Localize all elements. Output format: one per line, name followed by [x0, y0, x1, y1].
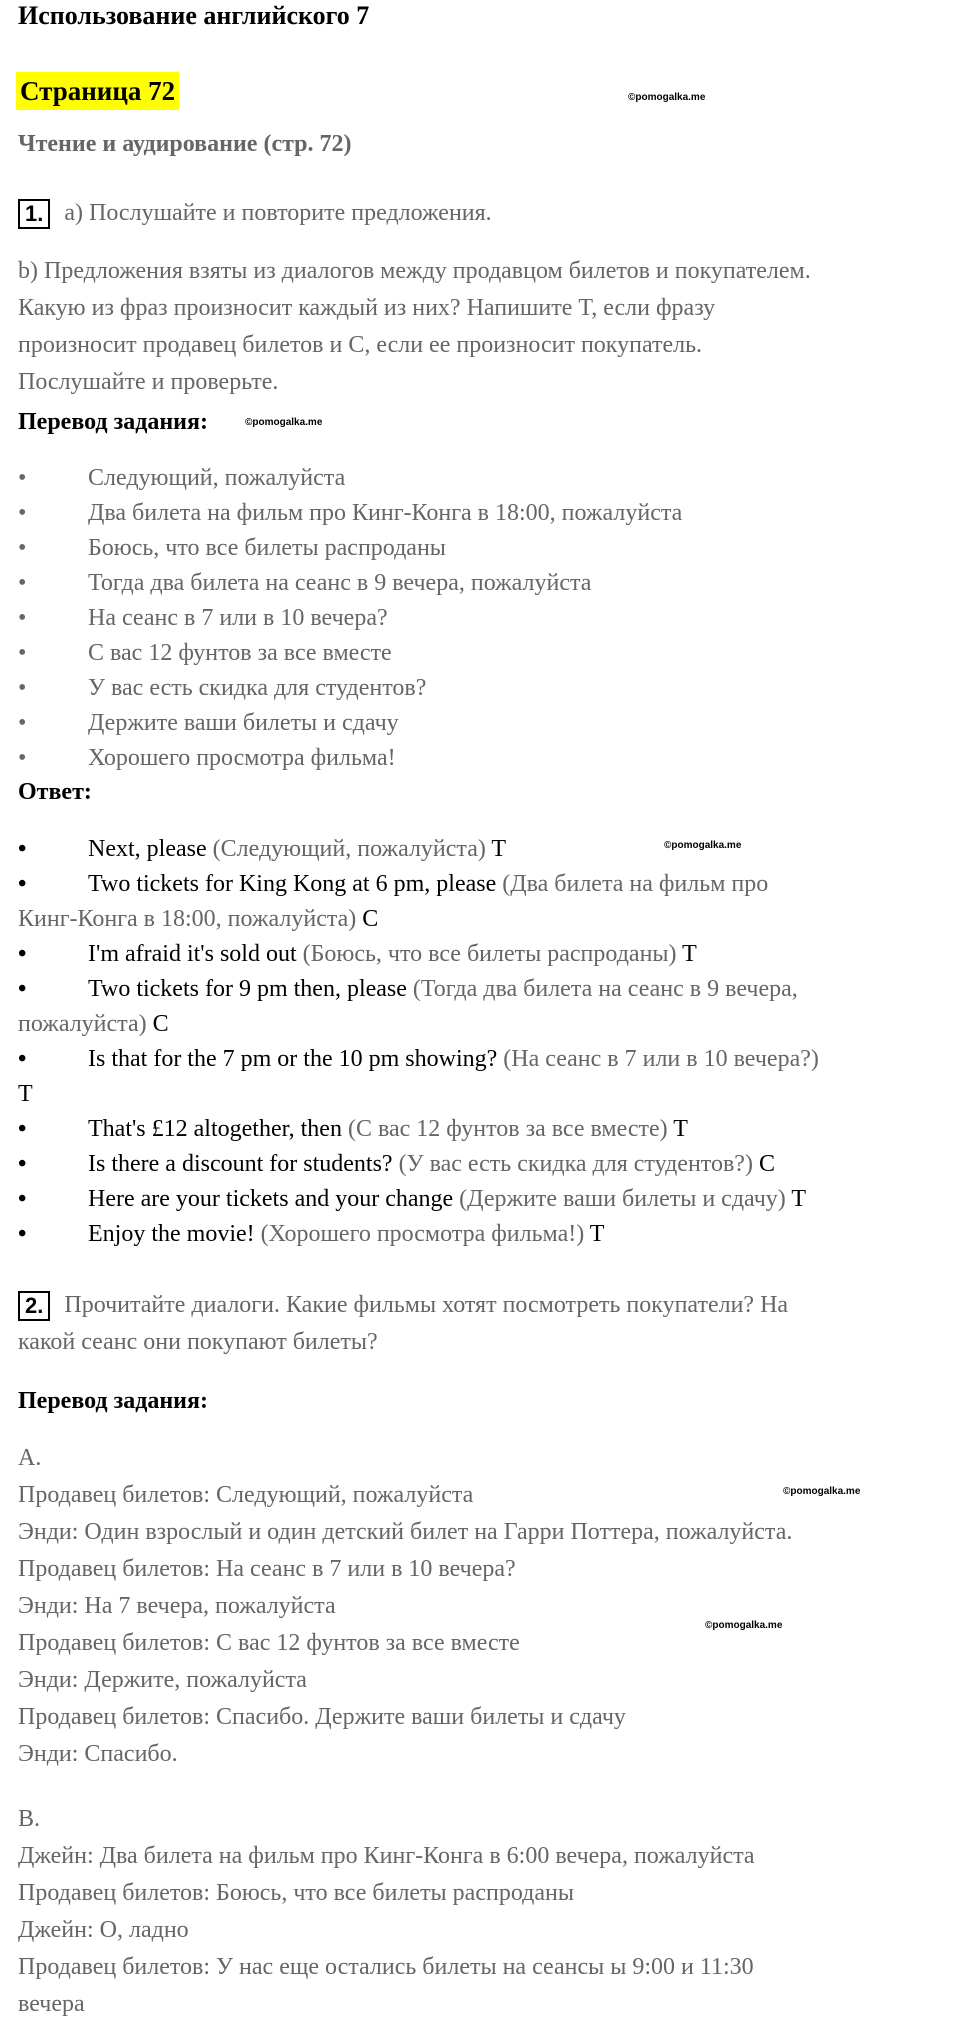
answer-item: • Here are your tickets and your change (Держите ваши билеты и сдачу) T	[18, 1186, 807, 1212]
answer-item: • Is that for the 7 pm or the 10 pm showing? (На сеанс в 7 или в 10 вечера?) T	[18, 1046, 819, 1107]
dialog-line: Продавец билетов: Боюсь, что все билеты распроданы	[18, 1880, 574, 1906]
task1-translation-list	[18, 461, 948, 776]
task2-line: 2. Прочитайте диалоги. Какие фильмы хотят посмотреть покупатели? На	[18, 1287, 948, 1324]
task1-part-b	[18, 253, 948, 401]
section-subtitle: Чтение и аудирование (стр. 72)	[18, 131, 352, 157]
task1-translation-label: Перевод задания:	[18, 409, 208, 435]
answer-item: • That's £12 altogether, then (С вас 12 фунтов за все вместе) T	[18, 1116, 688, 1142]
dialog-line: Продавец билетов: С вас 12 фунтов за все вместе	[18, 1630, 520, 1656]
page-title: Использование английского 7	[18, 1, 370, 30]
dialog-line: Энди: Один взрослый и один детский билет на Гарри Поттера, пожалуйста.	[18, 1519, 793, 1545]
answer-item: • Enjoy the movie! (Хорошего просмотра фильма!) T	[18, 1221, 605, 1247]
task1-answer-label: Ответ:	[18, 779, 92, 805]
answer-item: • Next, please (Следующий, пожалуйста) T	[18, 836, 507, 862]
list-item: • Хорошего просмотра фильма!	[18, 745, 396, 771]
task1-part-b-line: Какую из фраз произносит каждый из них? Напишите T, если фразу	[18, 295, 716, 321]
list-item: • Тогда два билета на сеанс в 9 вечера, пожалуйста	[18, 570, 592, 596]
dialog-line: Продавец билетов: У нас еще остались билеты на сеансы ы 9:00 и 11:30	[18, 1954, 754, 1980]
answer-item: • Two tickets for King Kong at 6 pm, please (Два билета на фильм про Кинг-Конга в 18:00, пожалуйста) C	[18, 871, 769, 932]
task1-part-b-line: b) Предложения взяты из диалогов между продавцом билетов и покупателем.	[18, 258, 811, 284]
page-number-highlight: Страница 72	[16, 72, 179, 110]
task1-answer-list	[18, 832, 950, 1252]
dialog-line: Энди: На 7 вечера, пожалуйста	[18, 1593, 336, 1619]
dialog-line: Продавец билетов: Следующий, пожалуйста	[18, 1482, 474, 1508]
list-item: • Держите ваши билеты и сдачу	[18, 710, 399, 736]
dialog-label: B.	[18, 1806, 41, 1832]
task1-part-a	[18, 196, 492, 230]
dialog-line: Джейн: О, ладно	[18, 1917, 189, 1943]
task2-line: какой сеанс они покупают билеты?	[18, 1329, 378, 1355]
watermark: ©pomogalka.me	[664, 840, 742, 851]
dialog-line: Продавец билетов: На сеанс в 7 или в 10 вечера?	[18, 1556, 516, 1582]
dialog-line: Джейн: Два билета на фильм про Кинг-Конга в 6:00 вечера, пожалуйста	[18, 1843, 755, 1869]
list-item: • Боюсь, что все билеты распроданы	[18, 535, 446, 561]
watermark: ©pomogalka.me	[705, 1620, 783, 1631]
answer-item: • I'm afraid it's sold out (Боюсь, что все билеты распроданы) T	[18, 941, 697, 967]
answer-item: • Is there a discount for students? (У вас есть скидка для студентов?) C	[18, 1151, 775, 1177]
dialog-line: Продавец билетов: Спасибо. Держите ваши билеты и сдачу	[18, 1704, 626, 1730]
list-item: • На сеанс в 7 или в 10 вечера?	[18, 605, 388, 631]
watermark: ©pomogalka.me	[245, 417, 323, 428]
dialog-b	[18, 1801, 950, 2023]
dialog-line: Энди: Спасибо.	[18, 1741, 178, 1767]
list-item: • С вас 12 фунтов за все вместе	[18, 640, 392, 666]
task2-instructions	[18, 1287, 948, 1361]
answer-item: • Two tickets for 9 pm then, please (Тогда два билета на сеанс в 9 вечера, пожалуйста) C	[18, 976, 798, 1037]
task1-part-b-line: Послушайте и проверьте.	[18, 369, 279, 395]
task2-translation-label: Перевод задания:	[18, 1388, 208, 1414]
dialog-line: вечера	[18, 1991, 85, 2017]
watermark: ©pomogalka.me	[783, 1486, 861, 1497]
task1-number: 1.	[18, 199, 50, 229]
task1-part-b-line: произносит продавец билетов и C, если ее произносит покупатель.	[18, 332, 703, 358]
watermark: ©pomogalka.me	[628, 92, 706, 103]
task2-number: 2.	[18, 1291, 50, 1321]
list-item: • Следующий, пожалуйста	[18, 465, 346, 491]
dialog-label: A.	[18, 1445, 42, 1471]
list-item: • У вас есть скидка для студентов?	[18, 675, 427, 701]
task1-part-a-text: a) Послушайте и повторите предложения.	[64, 200, 492, 226]
dialog-line: Энди: Держите, пожалуйста	[18, 1667, 307, 1693]
list-item: • Два билета на фильм про Кинг-Конга в 18:00, пожалуйста	[18, 500, 683, 526]
